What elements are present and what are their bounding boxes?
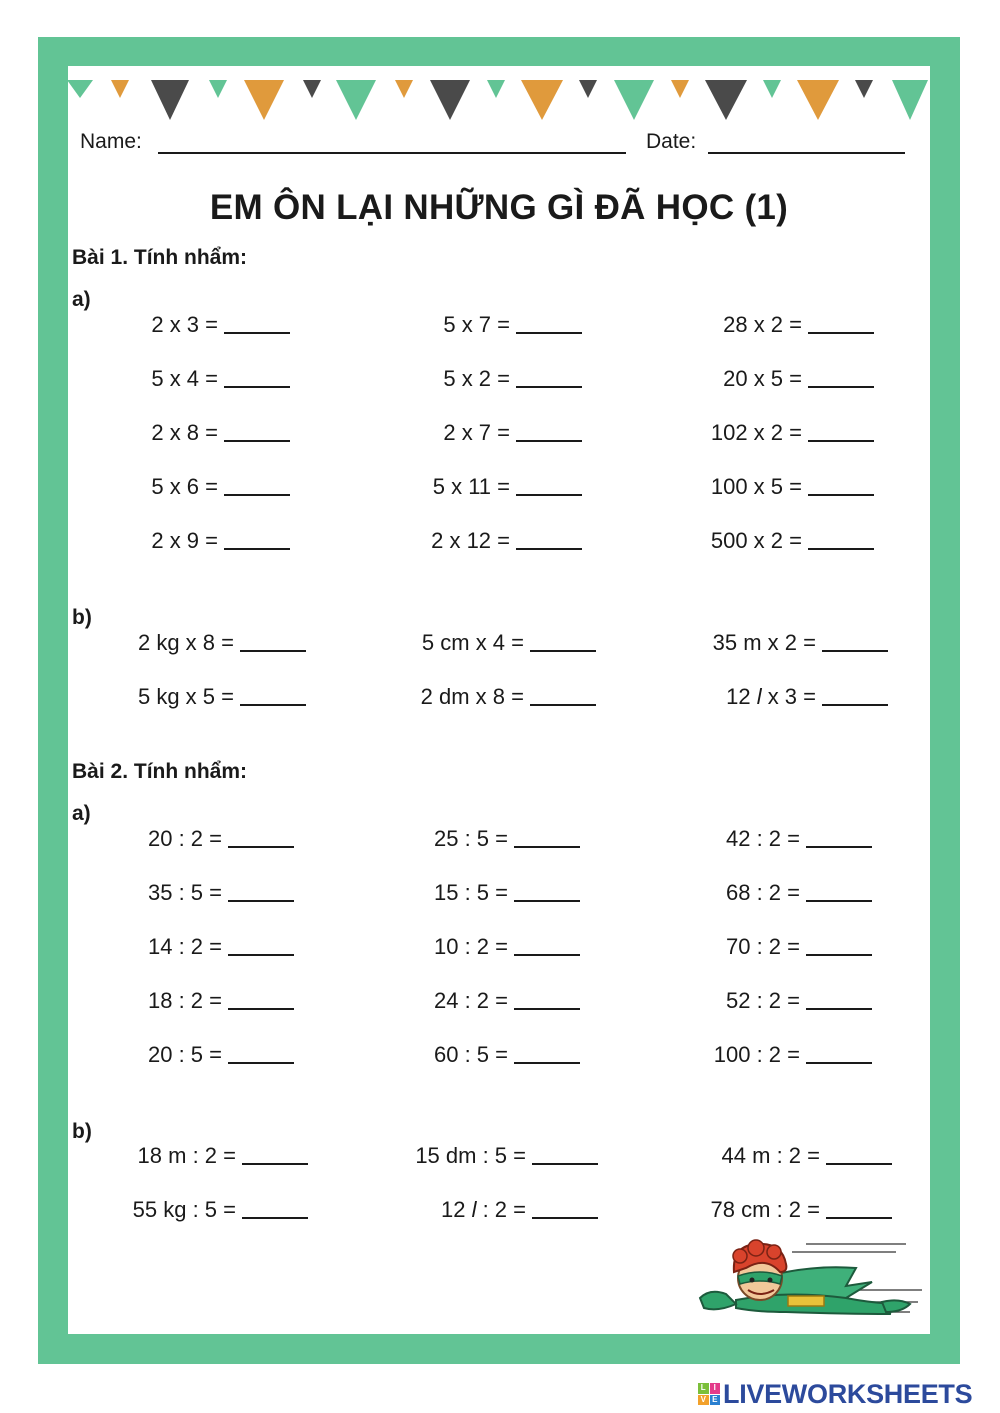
answer-blank[interactable] xyxy=(822,636,888,652)
problem-expression: 55 kg : 5 = xyxy=(132,1197,236,1222)
bai1-heading: Bài 1. Tính nhẩm: xyxy=(72,246,248,269)
answer-blank[interactable] xyxy=(808,372,874,388)
problem-expression: 44 m : 2 = xyxy=(721,1143,820,1168)
bai1-a-problem xyxy=(151,420,290,446)
problem-expression: 100 : 2 = xyxy=(713,1042,800,1067)
problem-expression: 5 x 6 = xyxy=(151,474,218,499)
bunting-flag xyxy=(763,80,781,98)
answer-blank[interactable] xyxy=(224,318,290,334)
bunting-flag xyxy=(579,80,597,98)
bunting-flag xyxy=(430,80,470,120)
answer-blank[interactable] xyxy=(224,480,290,496)
answer-blank[interactable] xyxy=(822,690,888,706)
bunting-flag xyxy=(671,80,689,98)
answer-blank[interactable] xyxy=(532,1203,598,1219)
bunting-flag xyxy=(209,80,227,98)
bai1-a-problem xyxy=(723,366,874,392)
answer-blank[interactable] xyxy=(514,886,580,902)
bai2-part-a-label: a) xyxy=(72,802,91,825)
answer-blank[interactable] xyxy=(808,480,874,496)
bai1-a-problem xyxy=(431,528,582,554)
answer-blank[interactable] xyxy=(514,994,580,1010)
bai1-b-problem xyxy=(726,684,888,710)
bunting-flag xyxy=(855,80,873,98)
bai2-a-problem xyxy=(726,988,872,1014)
flying-superhero-illustration xyxy=(696,1238,928,1326)
bai2-a-problem xyxy=(434,880,580,906)
bai1-b-problem xyxy=(138,684,306,710)
problem-expression: 60 : 5 = xyxy=(433,1042,508,1067)
bunting-flag xyxy=(244,80,284,120)
problem-expression: 2 x 9 = xyxy=(151,528,218,553)
problem-expression: 20 : 2 = xyxy=(147,826,222,851)
answer-blank[interactable] xyxy=(228,832,294,848)
answer-blank[interactable] xyxy=(806,832,872,848)
bai2-a-problem xyxy=(148,880,294,906)
answer-blank[interactable] xyxy=(514,1048,580,1064)
answer-blank[interactable] xyxy=(806,994,872,1010)
problem-expression: 5 kg x 5 = xyxy=(137,684,234,709)
problem-expression: 12 l : 2 = xyxy=(440,1197,526,1222)
answer-blank[interactable] xyxy=(808,534,874,550)
problem-expression: 12 l x 3 = xyxy=(726,684,816,709)
answer-blank[interactable] xyxy=(530,636,596,652)
answer-blank[interactable] xyxy=(532,1149,598,1165)
problem-expression: 2 x 7 = xyxy=(443,420,510,445)
problem-expression: 20 : 5 = xyxy=(147,1042,222,1067)
answer-blank[interactable] xyxy=(516,534,582,550)
answer-blank[interactable] xyxy=(224,534,290,550)
problem-expression: 24 : 2 = xyxy=(433,988,508,1013)
problem-expression: 35 : 5 = xyxy=(147,880,222,905)
bai1-b-problem xyxy=(421,684,596,710)
bai2-a-problem xyxy=(714,1042,872,1068)
answer-blank[interactable] xyxy=(224,426,290,442)
bai1-a-problem xyxy=(711,420,874,446)
bai1-b-problem xyxy=(138,630,306,656)
problem-expression: 2 x 12 = xyxy=(431,528,510,553)
answer-blank[interactable] xyxy=(516,426,582,442)
problem-expression: 2 kg x 8 = xyxy=(137,630,234,655)
answer-blank[interactable] xyxy=(516,372,582,388)
problem-expression: 102 x 2 = xyxy=(710,420,802,445)
problem-expression: 70 : 2 = xyxy=(725,934,800,959)
answer-blank[interactable] xyxy=(242,1149,308,1165)
bai1-a-problem xyxy=(433,474,582,500)
problem-expression: 35 m x 2 = xyxy=(712,630,816,655)
bai1-a-problem xyxy=(723,312,874,338)
bai2-b-problem xyxy=(441,1197,598,1223)
bai2-a-problem xyxy=(434,826,580,852)
problem-expression: 5 cm x 4 = xyxy=(421,630,524,655)
bai2-heading: Bài 2. Tính nhẩm: xyxy=(72,760,248,783)
bai2-b-problem xyxy=(133,1197,308,1223)
answer-blank[interactable] xyxy=(228,994,294,1010)
bai1-a-problem xyxy=(443,366,582,392)
bai2-a-problem xyxy=(434,1042,580,1068)
answer-blank[interactable] xyxy=(530,690,596,706)
bunting-flag xyxy=(303,80,321,98)
brand-name: LIVEWORKSHEETS xyxy=(723,1378,973,1409)
bai2-a-problem xyxy=(434,934,580,960)
worksheet-title: EM ÔN LẠI NHỮNG GÌ ĐÃ HỌC (1) xyxy=(209,188,789,227)
problem-expression: 2 x 3 = xyxy=(151,312,218,337)
problem-expression: 25 : 5 = xyxy=(433,826,508,851)
bai2-a-problem xyxy=(148,988,294,1014)
answer-blank[interactable] xyxy=(514,832,580,848)
bai2-a-problem xyxy=(726,880,872,906)
bai2-b-problem xyxy=(138,1143,308,1169)
bai2-a-problem xyxy=(434,988,580,1014)
answer-blank[interactable] xyxy=(808,426,874,442)
bunting-flag xyxy=(705,80,747,120)
answer-blank[interactable] xyxy=(228,940,294,956)
bai1-a-problem xyxy=(443,312,582,338)
bai1-a-problem xyxy=(443,420,582,446)
bai1-part-a-label: a) xyxy=(72,288,91,311)
problem-expression: 78 cm : 2 = xyxy=(710,1197,820,1222)
liveworksheets-logo-icon: L I V E xyxy=(698,1383,720,1405)
problem-expression: 18 m : 2 = xyxy=(137,1143,236,1168)
bai1-a-problem xyxy=(151,474,290,500)
footer-brand xyxy=(698,1378,972,1410)
problem-expression: 500 x 2 = xyxy=(710,528,802,553)
problem-expression: 20 x 5 = xyxy=(723,366,802,391)
answer-blank[interactable] xyxy=(516,480,582,496)
problem-expression: 5 x 2 = xyxy=(443,366,510,391)
name-label: Name: xyxy=(80,130,142,153)
problem-expression: 18 : 2 = xyxy=(147,988,222,1013)
bai2-a-problem xyxy=(148,934,294,960)
bai1-a-problem xyxy=(711,528,874,554)
bai1-a-problem xyxy=(151,366,290,392)
bunting-flag xyxy=(487,80,505,98)
bai2-a-problem xyxy=(148,1042,294,1068)
problem-expression: 5 x 7 = xyxy=(443,312,510,337)
answer-blank[interactable] xyxy=(514,940,580,956)
bai1-a-problem xyxy=(151,312,290,338)
problem-expression: 52 : 2 = xyxy=(725,988,800,1013)
bunting-flag xyxy=(68,80,93,98)
problem-expression: 28 x 2 = xyxy=(723,312,802,337)
problem-expression: 2 dm x 8 = xyxy=(420,684,524,709)
name-field[interactable] xyxy=(158,152,626,154)
name-date-row xyxy=(80,128,910,158)
answer-blank[interactable] xyxy=(228,886,294,902)
bai2-a-problem xyxy=(726,826,872,852)
answer-blank[interactable] xyxy=(240,636,306,652)
bunting-banner xyxy=(68,78,930,128)
bai2-a-problem xyxy=(726,934,872,960)
answer-blank[interactable] xyxy=(516,318,582,334)
answer-blank[interactable] xyxy=(242,1203,308,1219)
answer-blank[interactable] xyxy=(826,1203,892,1219)
problem-expression: 2 x 8 = xyxy=(151,420,218,445)
answer-blank[interactable] xyxy=(240,690,306,706)
bunting-flag xyxy=(614,80,654,120)
answer-blank[interactable] xyxy=(806,1048,872,1064)
problem-expression: 10 : 2 = xyxy=(433,934,508,959)
problem-expression: 15 dm : 5 = xyxy=(415,1143,526,1168)
problem-expression: 68 : 2 = xyxy=(725,880,800,905)
bunting-flag xyxy=(336,80,376,120)
problem-expression: 42 : 2 = xyxy=(725,826,800,851)
problem-expression: 15 : 5 = xyxy=(433,880,508,905)
problem-expression: 5 x 11 = xyxy=(432,474,510,499)
answer-blank[interactable] xyxy=(224,372,290,388)
problem-expression: 100 x 5 = xyxy=(710,474,802,499)
bai2-a-problem xyxy=(148,826,294,852)
bai2-b-problem xyxy=(722,1143,892,1169)
bunting-flag xyxy=(395,80,413,98)
bai1-b-problem xyxy=(422,630,596,656)
problem-expression: 5 x 4 = xyxy=(151,366,218,391)
answer-blank[interactable] xyxy=(806,886,872,902)
date-field[interactable] xyxy=(708,152,905,154)
date-label: Date: xyxy=(646,130,697,153)
bai1-part-b-label: b) xyxy=(72,606,92,629)
bai1-a-problem xyxy=(711,474,874,500)
bai2-b-problem xyxy=(711,1197,892,1223)
bunting-flag xyxy=(892,80,928,120)
answer-blank[interactable] xyxy=(808,318,874,334)
bunting-flag xyxy=(521,80,563,120)
bunting-flag xyxy=(151,80,189,120)
bai2-b-problem xyxy=(415,1143,598,1169)
answer-blank[interactable] xyxy=(806,940,872,956)
bai1-a-problem xyxy=(151,528,290,554)
bunting-flag xyxy=(111,80,129,98)
bai2-part-b-label: b) xyxy=(72,1120,92,1143)
answer-blank[interactable] xyxy=(228,1048,294,1064)
problem-expression: 14 : 2 = xyxy=(147,934,222,959)
bai1-b-problem xyxy=(713,630,888,656)
bunting-flag xyxy=(797,80,839,120)
answer-blank[interactable] xyxy=(826,1149,892,1165)
